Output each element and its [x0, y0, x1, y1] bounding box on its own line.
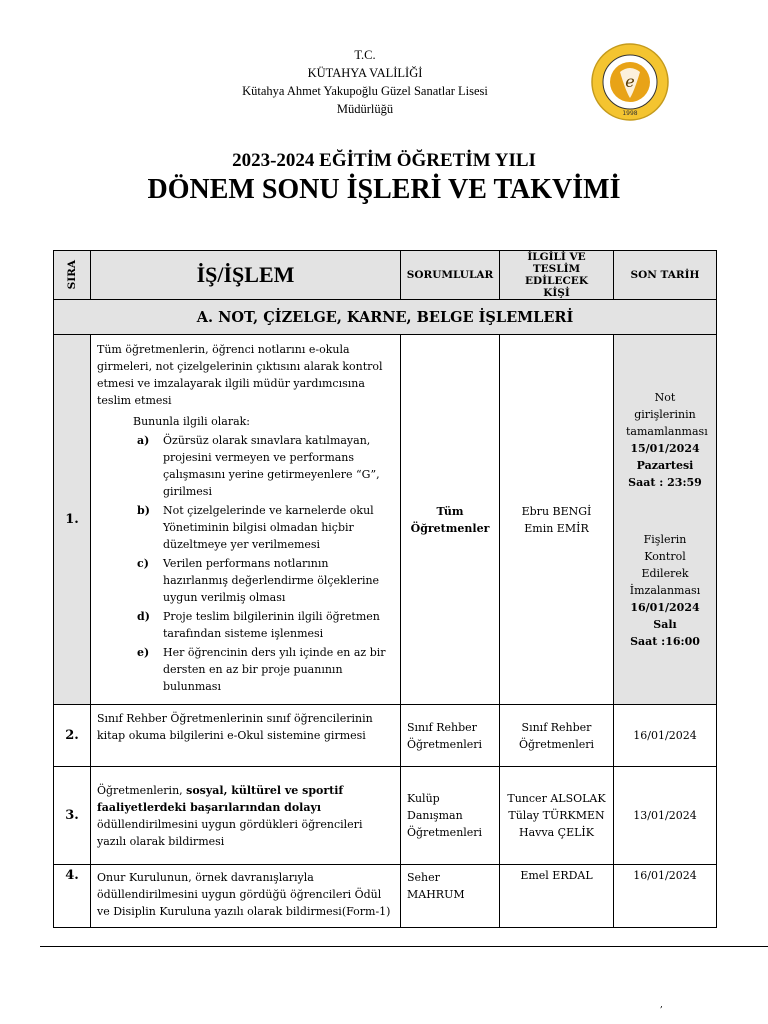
- table-row: [54, 705, 717, 767]
- list-item: d) Proje teslim bilgilerinin ilgili öğretmen tarafından sisteme işlenmesi: [137, 610, 380, 640]
- row-number: 2.: [54, 705, 91, 767]
- header-ilgili: İLGİLİ VE TESLİM EDİLECEK KİŞİ: [500, 251, 614, 300]
- row-number: 4.: [54, 865, 91, 928]
- sorumlu: Tüm Öğretmenler: [401, 335, 500, 705]
- table-row: [54, 767, 717, 865]
- task-items: [135, 432, 394, 695]
- son-tarih: Not girişlerinin tamamlanması 15/01/2024 Pazartesi Saat : 23:59 Fişlerin Kontrol Edilerek İmzalanması 16/01/2024 Salı Saat :16:00: [614, 335, 717, 705]
- list-item: c) Verilen performans notlarının hazırlanmış değerlendirme ölçeklerine uygun verilmiş olması: [137, 557, 380, 604]
- footer-mark: ,: [660, 1000, 663, 1010]
- header-son-tarih: SON TARİH: [614, 251, 717, 300]
- academic-year-title: 2023-2024 EĞİTİM ÖĞRETİM YILI: [232, 150, 536, 171]
- task-intro: Tüm öğretmenlerin, öğrenci notlarını e-okula girmeleri, not çizelgelerinin çıktısını alarak kontrol etmesi ve imzalayarak ilgili müdür yardımcısına teslim etmesi: [97, 343, 383, 407]
- table-row: [54, 865, 717, 928]
- header-line: T.C.: [354, 48, 376, 62]
- footer-divider: [40, 946, 768, 947]
- son-tarih: 13/01/2024: [614, 767, 717, 865]
- list-item: a) Özürsüz olarak sınavlara katılmayan, projesini vermeyen ve performans çalışmasını yerine getirmeyenlere “G”, girilmesi: [137, 434, 380, 498]
- header-line: Müdürlüğü: [336, 102, 394, 116]
- task-sub: Bununla ilgili olarak:: [133, 415, 251, 428]
- sorumlu: Seher MAHRUM: [401, 865, 500, 928]
- svg-text:1998: 1998: [622, 110, 638, 117]
- svg-text:e: e: [625, 72, 635, 91]
- sorumlu: Kulüp Danışman Öğretmenleri: [401, 767, 500, 865]
- son-tarih: 16/01/2024: [614, 705, 717, 767]
- header-line: Kütahya Ahmet Yakupoğlu Güzel Sanatlar Lisesi: [242, 84, 488, 98]
- table-row: [54, 335, 717, 705]
- section-row: [54, 300, 717, 335]
- task-description: Sınıf Rehber Öğretmenlerinin sınıf öğrencilerinin kitap okuma bilgilerini e-Okul sistemine girmesi: [91, 705, 401, 767]
- document-title: DÖNEM SONU İŞLERİ VE TAKVİMİ: [147, 174, 621, 205]
- institution-header: [190, 46, 540, 118]
- ilgili-kisi: Ebru BENGİ Emin EMİR: [500, 335, 614, 705]
- sorumlu: Sınıf Rehber Öğretmenleri: [401, 705, 500, 767]
- son-tarih: 16/01/2024: [614, 865, 717, 928]
- table-header-row: [54, 251, 717, 300]
- tasks-table: [53, 250, 717, 928]
- header-is-islem: İŞ/İŞLEM: [91, 251, 401, 300]
- row-number: 1.: [54, 335, 91, 705]
- list-item: b) Not çizelgelerinde ve karnelerde okul Yönetiminin bilgisi olmadan hiçbir düzeltmeye yer verilmemesi: [137, 504, 374, 551]
- header-line: KÜTAHYA VALİLİĞİ: [307, 66, 423, 80]
- task-description: [91, 335, 401, 705]
- row-number: 3.: [54, 767, 91, 865]
- task-description: Onur Kurulunun, örnek davranışlarıyla ödüllendirilmesini uygun gördüğü öğrencileri Ödül ve Disiplin Kuruluna yazılı olarak bildirmesi(Form-1): [91, 865, 401, 928]
- ilgili-kisi: Tuncer ALSOLAK Tülay TÜRKMEN Havva ÇELİK: [500, 767, 614, 865]
- ilgili-kisi: Emel ERDAL: [500, 865, 614, 928]
- section-a-title: A. NOT, ÇİZELGE, KARNE, BELGE İŞLEMLERİ: [54, 300, 717, 335]
- ilgili-kisi: Sınıf Rehber Öğretmenleri: [500, 705, 614, 767]
- school-logo: [590, 42, 670, 122]
- task-description: Öğretmenlerin, sosyal, kültürel ve sportif faaliyetlerdeki başarılarından dolayı ödüllendirilmesini uygun gördükleri öğrencileri yazılı olarak bildirmesi: [91, 767, 401, 865]
- list-item: e) Her öğrencinin ders yılı içinde en az bir dersten en az bir proje puanının bulunması: [137, 646, 386, 693]
- header-sira: SIRA: [54, 251, 91, 300]
- header-sorumlular: SORUMLULAR: [401, 251, 500, 300]
